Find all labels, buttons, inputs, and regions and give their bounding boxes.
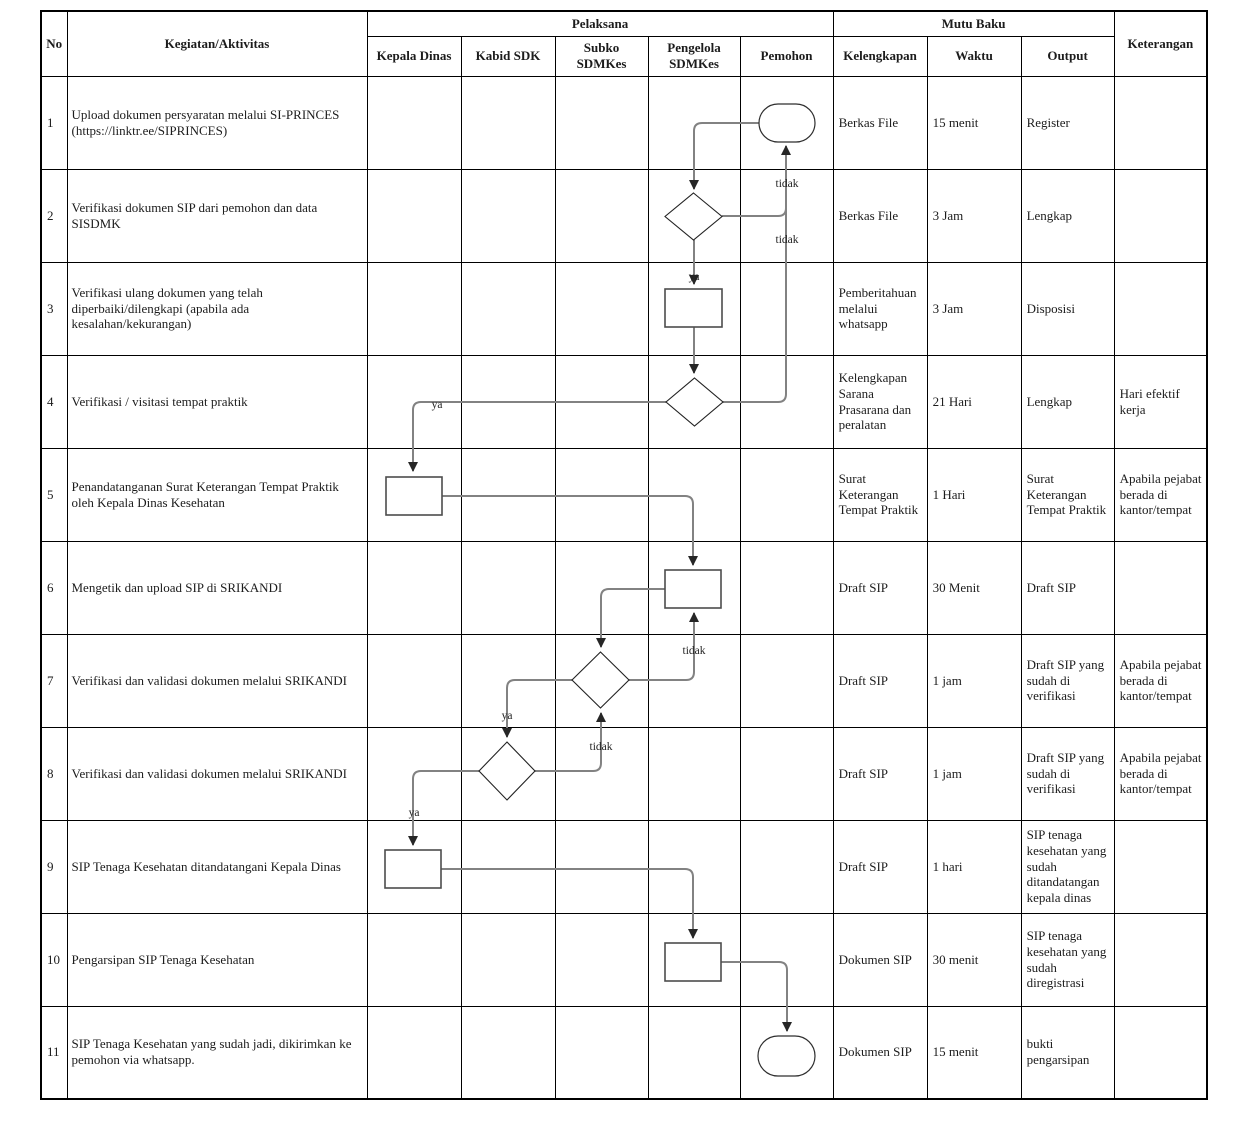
lane-cell: [740, 634, 833, 727]
cell-no: 2: [41, 169, 67, 262]
cell-kelengkapan: Berkas File: [833, 169, 927, 262]
edge-label-tidak: tidak: [589, 741, 613, 753]
lane-cell: [461, 76, 555, 169]
cell-no: 3: [41, 262, 67, 355]
header-row-groups: [41, 11, 1207, 36]
cell-activity: Penandatanganan Surat Keterangan Tempat Praktik oleh Kepala Dinas Kesehatan: [67, 448, 367, 541]
table-row: [41, 541, 1207, 634]
lane-cell: [648, 913, 740, 1006]
cell-keterangan: [1114, 169, 1207, 262]
lane-cell: [648, 355, 740, 448]
cell-keterangan: [1114, 262, 1207, 355]
lane-cell: [555, 727, 648, 820]
lane-cell: [461, 913, 555, 1006]
cell-output: bukti pengarsipan: [1021, 1006, 1114, 1099]
edge-label-tidak: tidak: [775, 234, 799, 246]
lane-cell: [367, 634, 461, 727]
cell-activity: Pengarsipan SIP Tenaga Kesehatan: [67, 913, 367, 1006]
lane-cell: [367, 541, 461, 634]
lane-cell: [740, 355, 833, 448]
cell-output: Lengkap: [1021, 355, 1114, 448]
col-header-pengelola-sdmkes: Pengelola SDMKes: [648, 36, 740, 76]
cell-output: Surat Keterangan Tempat Praktik: [1021, 448, 1114, 541]
cell-activity: SIP Tenaga Kesehatan ditandatangani Kepala Dinas: [67, 820, 367, 913]
cell-keterangan: Apabila pejabat berada di kantor/tempat: [1114, 448, 1207, 541]
edge-label-ya: ya: [501, 710, 513, 722]
table-row: [41, 169, 1207, 262]
lane-cell: [648, 541, 740, 634]
cell-keterangan: [1114, 541, 1207, 634]
lane-cell: [367, 448, 461, 541]
lane-cell: [461, 820, 555, 913]
edge-label-tidak: tidak: [682, 645, 706, 657]
cell-output: SIP tenaga kesehatan yang sudah diregistrasi: [1021, 913, 1114, 1006]
lane-cell: [367, 1006, 461, 1099]
col-header-no: No: [41, 11, 67, 76]
cell-activity: Verifikasi dokumen SIP dari pemohon dan data SISDMK: [67, 169, 367, 262]
cell-output: Register: [1021, 76, 1114, 169]
cell-no: 10: [41, 913, 67, 1006]
col-header-subko-sdmkes: Subko SDMKes: [555, 36, 648, 76]
table-row: [41, 262, 1207, 355]
cell-keterangan: Apabila pejabat berada di kantor/tempat: [1114, 634, 1207, 727]
cell-kelengkapan: Berkas File: [833, 76, 927, 169]
table-row: [41, 820, 1207, 913]
cell-keterangan: [1114, 76, 1207, 169]
cell-keterangan: Hari efektif kerja: [1114, 355, 1207, 448]
lane-cell: [461, 169, 555, 262]
cell-waktu: 1 jam: [927, 634, 1021, 727]
cell-keterangan: Apabila pejabat berada di kantor/tempat: [1114, 727, 1207, 820]
cell-activity: Upload dokumen persyaratan melalui SI-PRINCES (https://linktr.ee/SIPRINCES): [67, 76, 367, 169]
lane-cell: [367, 355, 461, 448]
lane-cell: [740, 169, 833, 262]
cell-activity: SIP Tenaga Kesehatan yang sudah jadi, dikirimkan ke pemohon via whatsapp.: [67, 1006, 367, 1099]
table-row: [41, 448, 1207, 541]
edge-label-ya: ya: [431, 399, 443, 411]
lane-cell: [648, 76, 740, 169]
lane-cell: [555, 262, 648, 355]
cell-kelengkapan: Draft SIP: [833, 727, 927, 820]
cell-keterangan: [1114, 913, 1207, 1006]
cell-waktu: 21 Hari: [927, 355, 1021, 448]
cell-waktu: 30 menit: [927, 913, 1021, 1006]
cell-kelengkapan: Draft SIP: [833, 820, 927, 913]
lane-cell: [740, 541, 833, 634]
cell-kelengkapan: Surat Keterangan Tempat Praktik: [833, 448, 927, 541]
cell-output: Disposisi: [1021, 262, 1114, 355]
lane-cell: [555, 1006, 648, 1099]
lane-cell: [740, 262, 833, 355]
cell-keterangan: [1114, 1006, 1207, 1099]
cell-no: 7: [41, 634, 67, 727]
cell-no: 1: [41, 76, 67, 169]
edge-label-ya: ya: [408, 807, 420, 819]
lane-cell: [648, 448, 740, 541]
lane-cell: [461, 355, 555, 448]
edge-label-tidak: tidak: [775, 178, 799, 190]
cell-waktu: 3 Jam: [927, 262, 1021, 355]
cell-waktu: 30 Menit: [927, 541, 1021, 634]
lane-cell: [740, 1006, 833, 1099]
lane-cell: [648, 634, 740, 727]
lane-cell: [461, 634, 555, 727]
cell-kelengkapan: Dokumen SIP: [833, 1006, 927, 1099]
lane-cell: [648, 169, 740, 262]
lane-cell: [648, 820, 740, 913]
cell-kelengkapan: Pemberitahuan melalui whatsapp: [833, 262, 927, 355]
cell-no: 6: [41, 541, 67, 634]
col-header-activity: Kegiatan/Aktivitas: [67, 11, 367, 76]
group-header-pelaksana: Pelaksana: [367, 11, 833, 36]
lane-cell: [555, 913, 648, 1006]
lane-cell: [740, 727, 833, 820]
lane-cell: [555, 448, 648, 541]
lane-cell: [555, 355, 648, 448]
cell-waktu: 15 menit: [927, 76, 1021, 169]
lane-cell: [740, 448, 833, 541]
cell-no: 9: [41, 820, 67, 913]
lane-cell: [648, 262, 740, 355]
cell-waktu: 15 menit: [927, 1006, 1021, 1099]
lane-cell: [555, 169, 648, 262]
lane-cell: [555, 820, 648, 913]
lane-cell: [648, 1006, 740, 1099]
cell-no: 11: [41, 1006, 67, 1099]
cell-activity: Verifikasi dan validasi dokumen melalui SRIKANDI: [67, 634, 367, 727]
col-header-output: Output: [1021, 36, 1114, 76]
cell-waktu: 1 hari: [927, 820, 1021, 913]
sop-table: [40, 10, 1208, 1100]
col-header-waktu: Waktu: [927, 36, 1021, 76]
lane-cell: [367, 727, 461, 820]
cell-activity: Verifikasi dan validasi dokumen melalui SRIKANDI: [67, 727, 367, 820]
table-row: [41, 76, 1207, 169]
lane-cell: [461, 448, 555, 541]
cell-output: Draft SIP: [1021, 541, 1114, 634]
table-row: [41, 913, 1207, 1006]
cell-no: 5: [41, 448, 67, 541]
lane-cell: [648, 727, 740, 820]
col-header-kelengkapan: Kelengkapan: [833, 36, 927, 76]
col-header-kabid-sdk: Kabid SDK: [461, 36, 555, 76]
cell-activity: Verifikasi ulang dokumen yang telah diperbaiki/dilengkapi (apabila ada kesalahan/kekurangan): [67, 262, 367, 355]
cell-waktu: 1 Hari: [927, 448, 1021, 541]
cell-no: 4: [41, 355, 67, 448]
cell-activity: Verifikasi / visitasi tempat praktik: [67, 355, 367, 448]
lane-cell: [367, 169, 461, 262]
lane-cell: [367, 820, 461, 913]
cell-waktu: 1 jam: [927, 727, 1021, 820]
edge-label-ya: ya: [688, 271, 700, 283]
lane-cell: [461, 262, 555, 355]
lane-cell: [461, 541, 555, 634]
table-row: [41, 1006, 1207, 1099]
lane-cell: [367, 76, 461, 169]
cell-output: Lengkap: [1021, 169, 1114, 262]
lane-cell: [461, 1006, 555, 1099]
cell-kelengkapan: Draft SIP: [833, 541, 927, 634]
table-row: [41, 634, 1207, 727]
lane-cell: [740, 76, 833, 169]
lane-cell: [740, 820, 833, 913]
lane-cell: [461, 727, 555, 820]
cell-kelengkapan: Kelengkapan Sarana Prasarana dan peralatan: [833, 355, 927, 448]
lane-cell: [555, 634, 648, 727]
lane-cell: [555, 541, 648, 634]
lane-cell: [367, 262, 461, 355]
col-header-kepala-dinas: Kepala Dinas: [367, 36, 461, 76]
cell-output: SIP tenaga kesehatan yang sudah ditandatangan kepala dinas: [1021, 820, 1114, 913]
col-header-keterangan: Keterangan: [1114, 11, 1207, 76]
col-header-pemohon: Pemohon: [740, 36, 833, 76]
cell-no: 8: [41, 727, 67, 820]
cell-activity: Mengetik dan upload SIP di SRIKANDI: [67, 541, 367, 634]
table-row: [41, 727, 1207, 820]
cell-kelengkapan: Draft SIP: [833, 634, 927, 727]
table-row: [41, 355, 1207, 448]
cell-waktu: 3 Jam: [927, 169, 1021, 262]
cell-output: Draft SIP yang sudah di verifikasi: [1021, 634, 1114, 727]
cell-kelengkapan: Dokumen SIP: [833, 913, 927, 1006]
lane-cell: [740, 913, 833, 1006]
group-header-mutu-baku: Mutu Baku: [833, 11, 1114, 36]
lane-cell: [555, 76, 648, 169]
cell-keterangan: [1114, 820, 1207, 913]
lane-cell: [367, 913, 461, 1006]
cell-output: Draft SIP yang sudah di verifikasi: [1021, 727, 1114, 820]
